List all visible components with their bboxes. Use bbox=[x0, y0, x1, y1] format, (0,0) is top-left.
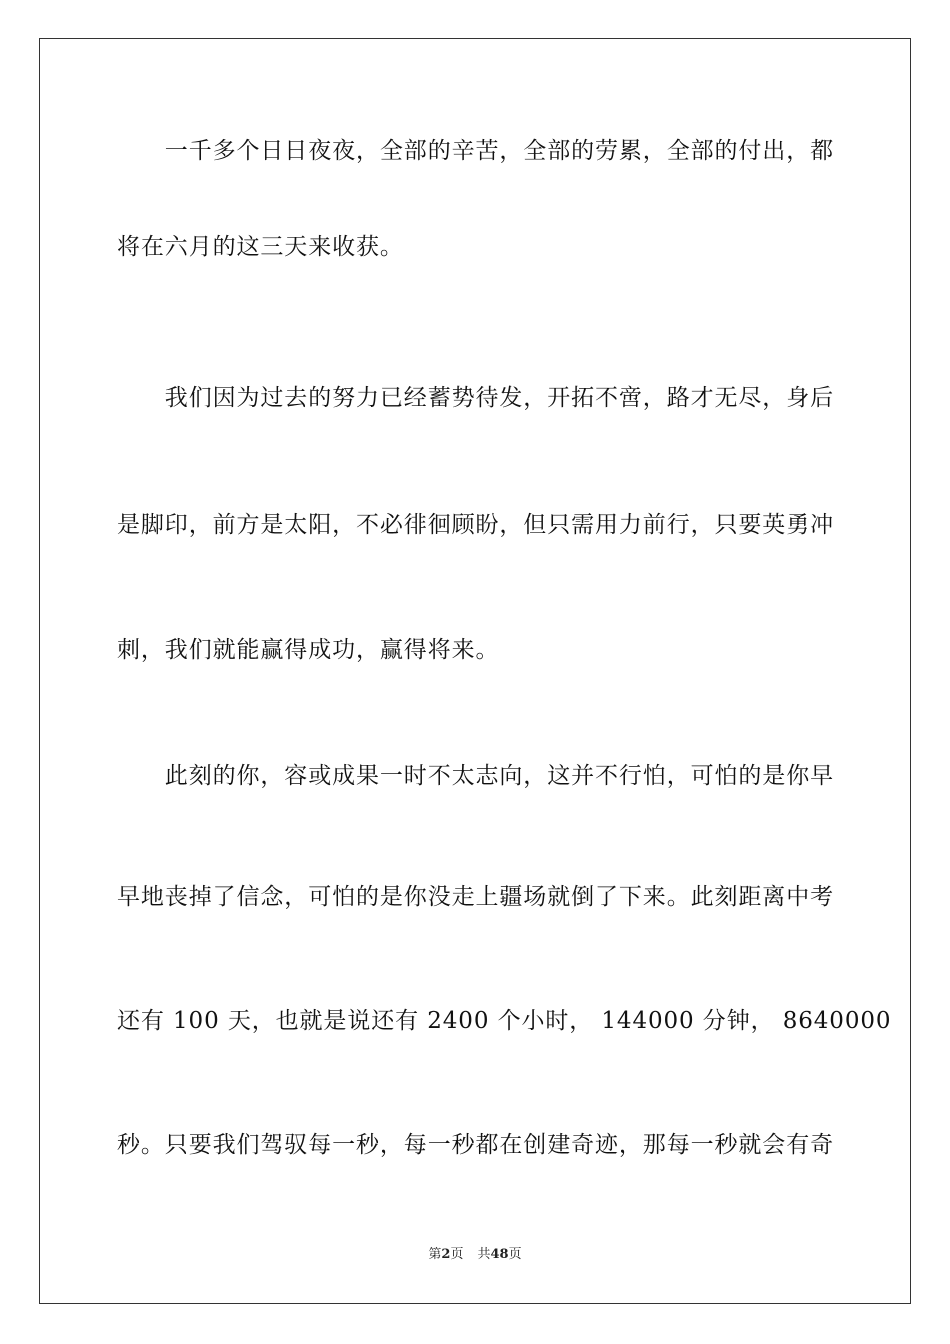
page-footer bbox=[0, 1246, 950, 1264]
footer-page-suffix: 页 bbox=[450, 1247, 464, 1262]
body-text-line: 早地丧掉了信念，可怕的是你没走上疆场就倒了下来。此刻距离中考 bbox=[117, 884, 834, 910]
footer-page-prefix: 第 bbox=[428, 1247, 442, 1262]
body-text-line: 将在六月的这三天来收获。 bbox=[117, 234, 404, 260]
footer-page-number: 2 bbox=[441, 1247, 451, 1262]
body-text-line: 秒。只要我们驾驭每一秒，每一秒都在创建奇迹，那每一秒就会有奇 bbox=[117, 1132, 834, 1158]
body-text-line: 刺，我们就能赢得成功，赢得将来。 bbox=[117, 637, 500, 663]
footer-total-pages: 48 bbox=[490, 1247, 509, 1262]
body-text-line: 一千多个日日夜夜，全部的辛苦，全部的劳累，全部的付出，都 bbox=[117, 138, 834, 164]
body-text-line: 还有 100 天，也就是说还有 2400 个小时， 144000 分钟， 8640000 bbox=[117, 1008, 892, 1034]
footer-total-suffix: 页 bbox=[508, 1247, 522, 1262]
footer-total-prefix: 共 bbox=[477, 1247, 491, 1262]
body-text-line: 是脚印，前方是太阳，不必徘徊顾盼，但只需用力前行，只要英勇冲 bbox=[117, 512, 834, 538]
body-text-line: 我们因为过去的努力已经蓄势待发，开拓不啻，路才无尽，身后 bbox=[117, 385, 834, 411]
body-text-line: 此刻的你，容或成果一时不太志向，这并不行怕，可怕的是你早 bbox=[117, 763, 834, 789]
